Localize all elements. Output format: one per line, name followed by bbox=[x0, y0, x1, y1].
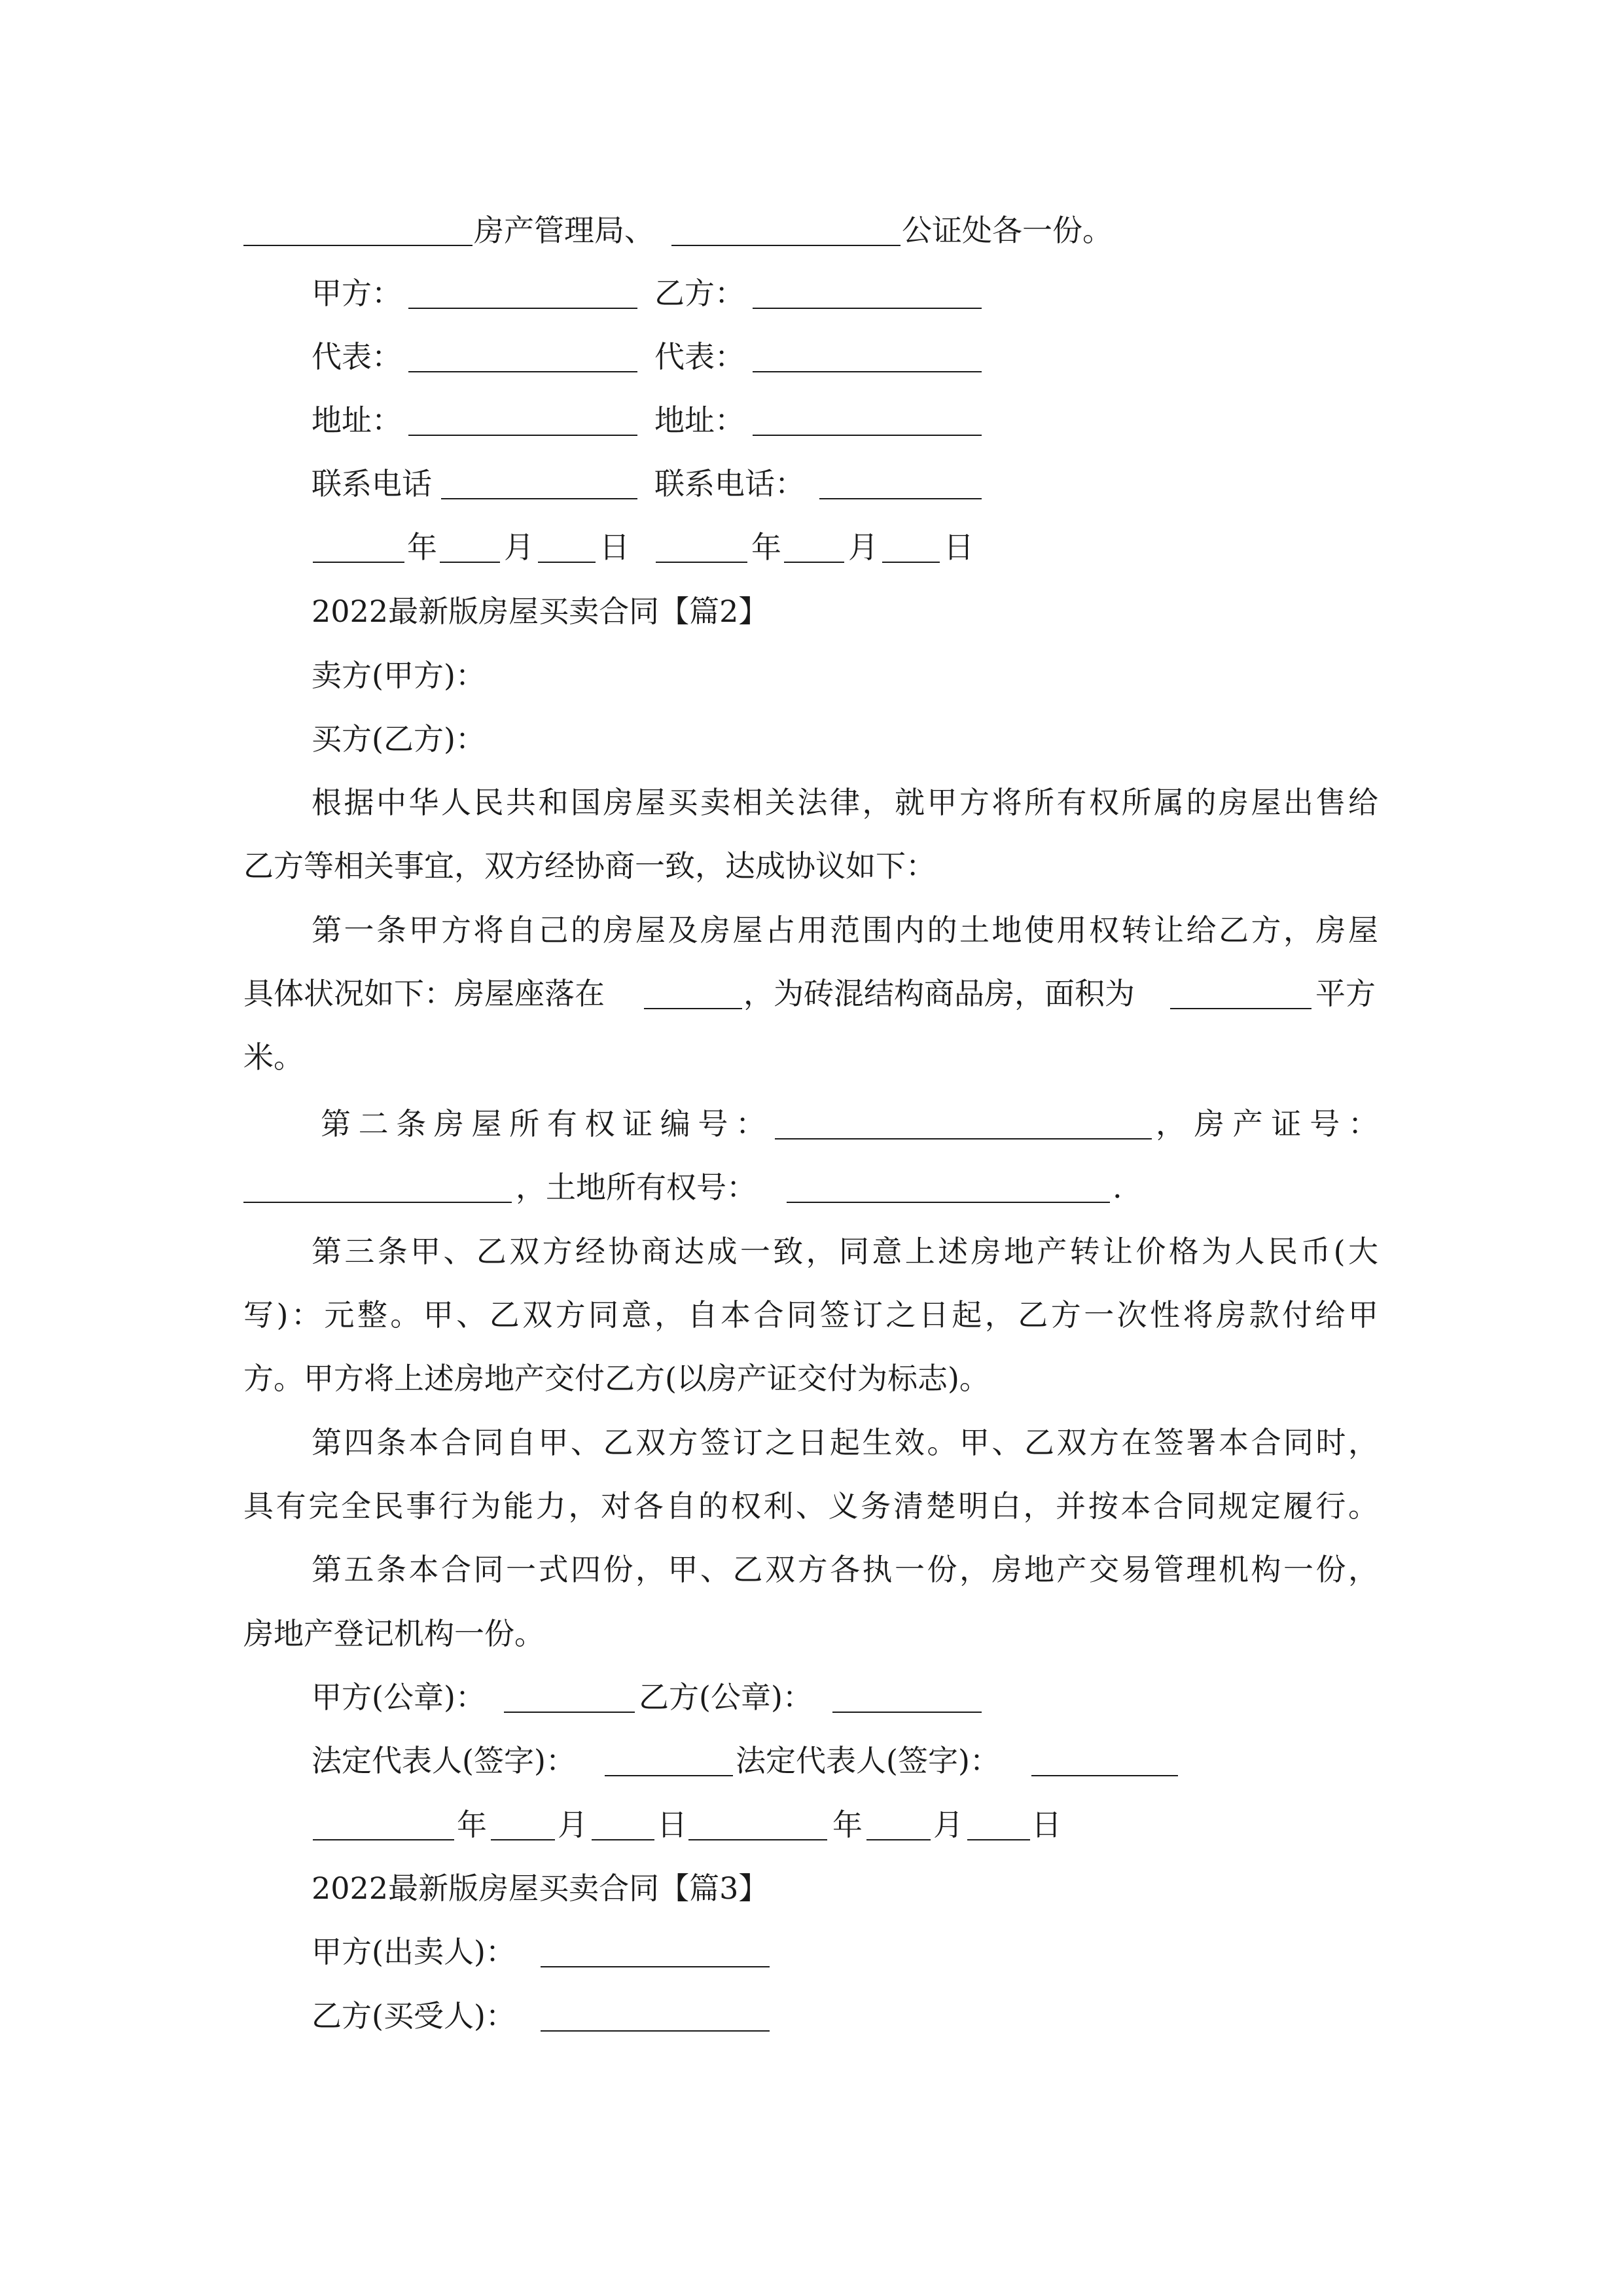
month-label: 月 bbox=[558, 1807, 588, 1842]
seal-a-label: 甲方(公章)： bbox=[312, 1679, 486, 1715]
phone-b-label: 联系电话： bbox=[654, 466, 805, 501]
blank-line bbox=[541, 2030, 770, 2032]
date-row bbox=[0, 1805, 1623, 1844]
paragraph-text: . bbox=[1113, 1170, 1122, 1205]
year-label: 年 bbox=[457, 1807, 487, 1842]
year-label: 年 bbox=[832, 1807, 863, 1842]
paragraph-text: 根据中华人民共和国房屋买卖相关法律，就甲方将所有权所属的房屋出售给 bbox=[312, 785, 1378, 820]
article-1 bbox=[0, 910, 1623, 950]
paragraph-text: 平方 bbox=[1315, 976, 1376, 1011]
blank-line bbox=[592, 1839, 654, 1840]
phone-a-label: 联系电话 bbox=[312, 466, 432, 501]
blank-line bbox=[605, 1775, 733, 1776]
paragraph-text: 具有完全民事行为能力，对各自的权利、义务清楚明白，并按本合同规定履行。 bbox=[243, 1488, 1378, 1524]
seller-line bbox=[0, 1932, 1623, 1971]
legal-rep-a-label: 法定代表人(签字)： bbox=[312, 1743, 576, 1778]
paragraph-text: 写)：元整。甲、乙双方同意，自本合同签订之日起，乙方一次性将房款付给甲 bbox=[243, 1297, 1378, 1333]
blank-line bbox=[671, 245, 901, 246]
seller-label: 甲方(出卖人)： bbox=[312, 1934, 516, 1969]
paragraph-text: 米。 bbox=[243, 1039, 304, 1075]
paragraph-text: ，为砖混结构商品房，面积为 bbox=[743, 976, 1135, 1011]
legal-rep-b-label: 法定代表人(签字)： bbox=[736, 1743, 1000, 1778]
month-label: 月 bbox=[933, 1807, 963, 1842]
blank-line bbox=[408, 435, 637, 436]
blank-line bbox=[832, 1712, 982, 1713]
day-label: 日 bbox=[1031, 1807, 1061, 1842]
blank-line bbox=[753, 435, 982, 436]
intro-para bbox=[0, 783, 1623, 822]
paragraph-text: 第五条本合同一式四份，甲、乙双方各执一份，房地产交易管理机构一份， bbox=[312, 1552, 1378, 1587]
notary-text: 公证处各一份。 bbox=[902, 213, 1113, 248]
distribution-line bbox=[0, 211, 1623, 250]
paragraph-text: 第三条甲、乙双方经协商达成一致，同意上述房地产转让价格为人民币(大 bbox=[312, 1234, 1378, 1269]
article-1 bbox=[0, 1037, 1623, 1077]
address-b-label: 地址： bbox=[654, 403, 745, 438]
section-3-title bbox=[0, 1869, 1623, 1908]
section-2-title bbox=[0, 592, 1623, 631]
paragraph-text: 第二条房屋所有权证编号： bbox=[321, 1106, 766, 1141]
month-label: 月 bbox=[848, 529, 878, 565]
party-a-label: 甲方： bbox=[312, 276, 402, 311]
blank-line bbox=[819, 498, 982, 499]
buyer-line bbox=[0, 1996, 1623, 2036]
seller-label: 卖方(甲方)： bbox=[312, 658, 486, 693]
blank-line bbox=[753, 308, 982, 309]
blank-line bbox=[441, 498, 637, 499]
paragraph-text: ，房产证号： bbox=[1156, 1106, 1378, 1141]
paragraph-text: 房地产登记机构一份。 bbox=[243, 1616, 544, 1651]
article-4 bbox=[0, 1486, 1623, 1526]
article-3 bbox=[0, 1359, 1623, 1398]
blank-line bbox=[882, 562, 940, 563]
sig-date-row bbox=[0, 528, 1623, 567]
blank-line bbox=[1031, 1775, 1178, 1776]
paragraph-text: 第一条甲方将自己的房屋及房屋占用范围内的土地使用权转让给乙方，房屋 bbox=[312, 912, 1378, 948]
address-a-label: 地址： bbox=[312, 403, 402, 438]
article-3 bbox=[0, 1232, 1623, 1271]
blank-line bbox=[440, 562, 500, 563]
blank-line bbox=[243, 1202, 512, 1203]
year-label: 年 bbox=[751, 529, 781, 565]
article-5 bbox=[0, 1614, 1623, 1653]
blank-line bbox=[644, 1008, 742, 1009]
blank-line bbox=[541, 1966, 770, 1967]
seal-row bbox=[0, 1677, 1623, 1717]
article-1 bbox=[0, 974, 1623, 1013]
section-title: 2022最新版房屋买卖合同【篇2】 bbox=[312, 594, 769, 629]
party-b-label: 乙方： bbox=[654, 276, 745, 311]
blank-line bbox=[313, 562, 404, 563]
blank-line bbox=[753, 371, 982, 372]
day-label: 日 bbox=[944, 529, 974, 565]
paragraph-text: 具体状况如下：房屋座落在 bbox=[243, 976, 605, 1011]
seal-b-label: 乙方(公章)： bbox=[639, 1679, 813, 1715]
paragraph-text: 乙方等相关事宜，双方经协商一致，达成协议如下： bbox=[243, 848, 936, 884]
paragraph-text: 第四条本合同自甲、乙双方签订之日起生效。甲、乙双方在签署本合同时， bbox=[312, 1425, 1378, 1460]
sig-rep-row bbox=[0, 337, 1623, 376]
housing-bureau-text: 房产管理局、 bbox=[474, 213, 654, 248]
buyer-label: 乙方(买受人)： bbox=[312, 1998, 516, 2034]
month-label: 月 bbox=[504, 529, 534, 565]
blank-line bbox=[656, 562, 747, 563]
article-2 bbox=[0, 1168, 1623, 1207]
legal-rep-row bbox=[0, 1741, 1623, 1780]
blank-line bbox=[408, 308, 637, 309]
blank-line bbox=[967, 1839, 1030, 1840]
year-label: 年 bbox=[407, 529, 437, 565]
blank-line bbox=[775, 1138, 1152, 1139]
article-5 bbox=[0, 1550, 1623, 1589]
rep-a-label: 代表： bbox=[312, 339, 402, 374]
article-3 bbox=[0, 1295, 1623, 1335]
blank-line bbox=[787, 1202, 1110, 1203]
blank-line bbox=[243, 245, 473, 246]
day-label: 日 bbox=[657, 1807, 687, 1842]
article-4 bbox=[0, 1423, 1623, 1462]
rep-b-label: 代表： bbox=[654, 339, 745, 374]
blank-line bbox=[688, 1839, 827, 1840]
sig-address-row bbox=[0, 401, 1623, 440]
day-label: 日 bbox=[599, 529, 630, 565]
blank-line bbox=[491, 1839, 555, 1840]
seller-line bbox=[0, 656, 1623, 695]
blank-line bbox=[504, 1712, 635, 1713]
buyer-label: 买方(乙方)： bbox=[312, 721, 486, 757]
sig-party-row bbox=[0, 274, 1623, 313]
intro-para bbox=[0, 846, 1623, 886]
blank-line bbox=[408, 371, 637, 372]
blank-line bbox=[313, 1839, 454, 1840]
blank-line bbox=[784, 562, 844, 563]
sig-phone-row bbox=[0, 464, 1623, 503]
blank-line bbox=[866, 1839, 931, 1840]
section-title: 2022最新版房屋买卖合同【篇3】 bbox=[312, 1871, 769, 1906]
article-2 bbox=[0, 1104, 1623, 1143]
blank-line bbox=[1170, 1008, 1311, 1009]
buyer-line bbox=[0, 719, 1623, 759]
paragraph-text: ，土地所有权号： bbox=[516, 1170, 757, 1205]
paragraph-text: 方。甲方将上述房地产交付乙方(以房产证交付为标志)。 bbox=[243, 1361, 990, 1396]
blank-line bbox=[538, 562, 596, 563]
